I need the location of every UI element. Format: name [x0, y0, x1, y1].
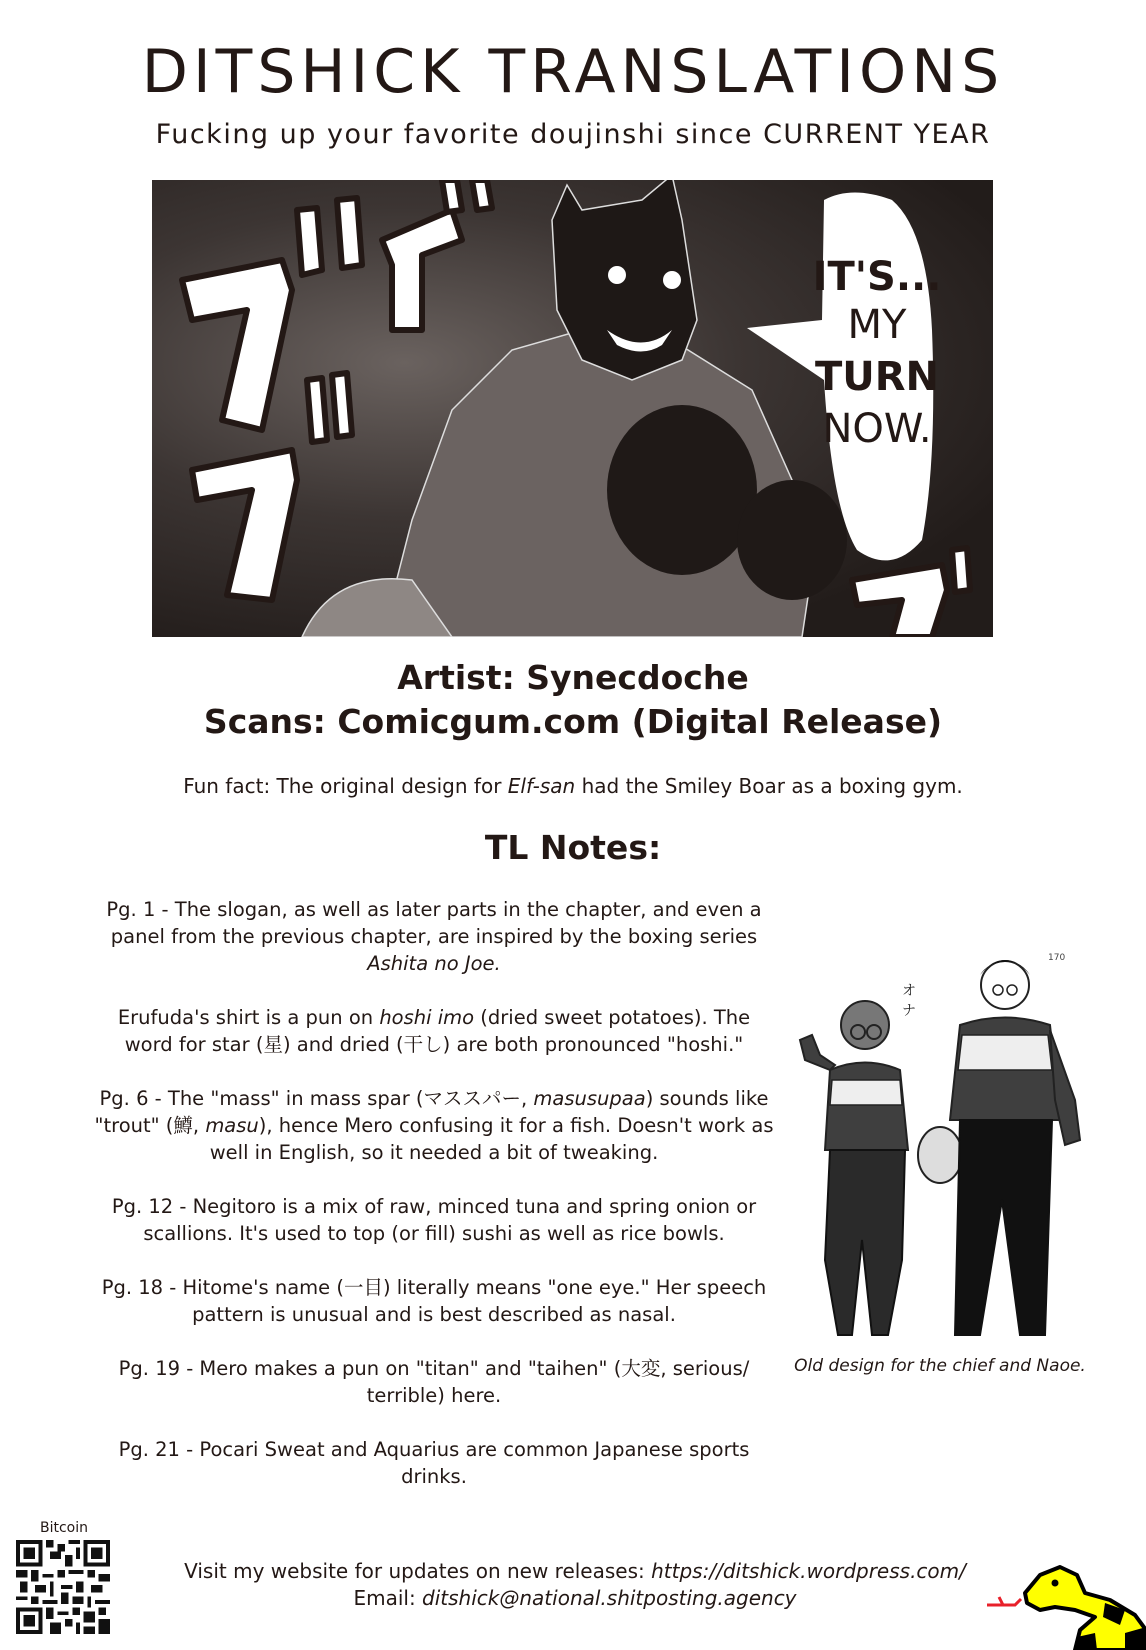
note-text: Pg. 21 - Pocari Sweat and Aquarius are common Japanese sports drinks. — [118, 1438, 750, 1488]
note-text: ), hence Mero confusing it for a fish. Doesn't work as well in English, so it needed a bit of tweaking. — [209, 1114, 774, 1164]
note-text: Pg. 18 - Hitome's name (一目) literally means "one eye." Her speech pattern is unusual and is best described as nasal. — [101, 1276, 767, 1326]
svg-text:IT'S...: IT'S... — [812, 254, 942, 300]
artist-credit: Artist: Synecdoche — [397, 658, 749, 697]
tl-note — [92, 1004, 776, 1058]
snake-icon — [985, 1555, 1146, 1650]
qr-code-icon[interactable] — [16, 1540, 110, 1634]
note-text: Pg. 19 - Mero makes a pun on "titan" and "taihen" (大変, serious/ terrible) here. — [118, 1357, 750, 1407]
footer-contact — [150, 1558, 1000, 1612]
tl-note — [92, 1355, 776, 1409]
character-sketch-illustration — [790, 940, 1090, 1360]
scans-credit: Scans: Comicgum.com (Digital Release) — [203, 702, 943, 741]
svg-text:NOW.: NOW. — [822, 406, 932, 452]
figure-caption: Old design for the chief and Naoe. — [794, 1356, 1086, 1376]
note-text: Pg. 1 - The slogan, as well as later parts in the chapter, and even a panel from the previous chapter, are inspired by the boxing series — [106, 898, 762, 948]
fun-fact — [0, 772, 1146, 800]
svg-text:TURN: TURN — [814, 354, 940, 400]
website-line — [150, 1558, 1000, 1585]
tl-note — [92, 1436, 776, 1490]
website-prefix: Visit my website for updates on new releases: — [184, 1559, 652, 1583]
note-italic: masu — [205, 1114, 259, 1137]
tl-note — [92, 896, 776, 977]
note-text: Pg. 12 - Negitoro is a mix of raw, minced tuna and spring onion or scallions. It's used to top (or fill) sushi as well as rice bowls. — [111, 1195, 757, 1245]
fun-fact-prefix: Fun fact: The original design for — [183, 774, 508, 798]
email-link[interactable]: ditshick@national.shitposting.agency — [422, 1586, 797, 1610]
note-italic: masusupaa — [533, 1087, 646, 1110]
email-prefix: Email: — [353, 1586, 423, 1610]
page-subtitle: Fucking up your favorite doujinshi since CURRENT YEAR — [155, 119, 991, 150]
character-design-figure — [790, 940, 1090, 1360]
bitcoin-label: Bitcoin — [39, 1520, 88, 1536]
note-text: Pg. 6 - The "mass" in mass spar (マススパー, — [99, 1087, 534, 1110]
note-text: Erufuda's shirt is a pun on — [117, 1006, 380, 1029]
svg-text:MY: MY — [847, 302, 907, 348]
tl-notes-heading: TL Notes: — [484, 828, 662, 867]
tl-note — [92, 1274, 776, 1328]
note-text: ) sounds like "trout" (鱒, — [94, 1087, 769, 1137]
tl-notes-list — [92, 896, 776, 1517]
manga-panel-image — [152, 180, 993, 637]
fun-fact-suffix: had the Smiley Boar as a boxing gym. — [575, 774, 963, 798]
svg-text:170: 170 — [1048, 953, 1066, 963]
page-title: DITSHICK TRANSLATIONS — [141, 37, 1005, 107]
note-italic: hoshi imo — [379, 1006, 475, 1029]
fun-fact-title: Elf-san — [507, 774, 576, 798]
website-link[interactable]: https://ditshick.wordpress.com/ — [651, 1559, 966, 1583]
note-text: (dried sweet potatoes). The word for star (星) and dried (干し) are both pronounced "hoshi." — [124, 1006, 751, 1056]
note-italic: Ashita no Joe. — [367, 952, 501, 975]
svg-text:ナ: ナ — [902, 1003, 916, 1019]
tl-note — [92, 1085, 776, 1166]
credits-block — [0, 656, 1146, 744]
svg-text:オ: オ — [902, 983, 916, 999]
manga-panel-illustration — [152, 180, 993, 637]
email-line — [150, 1585, 1000, 1612]
tl-note — [92, 1193, 776, 1247]
